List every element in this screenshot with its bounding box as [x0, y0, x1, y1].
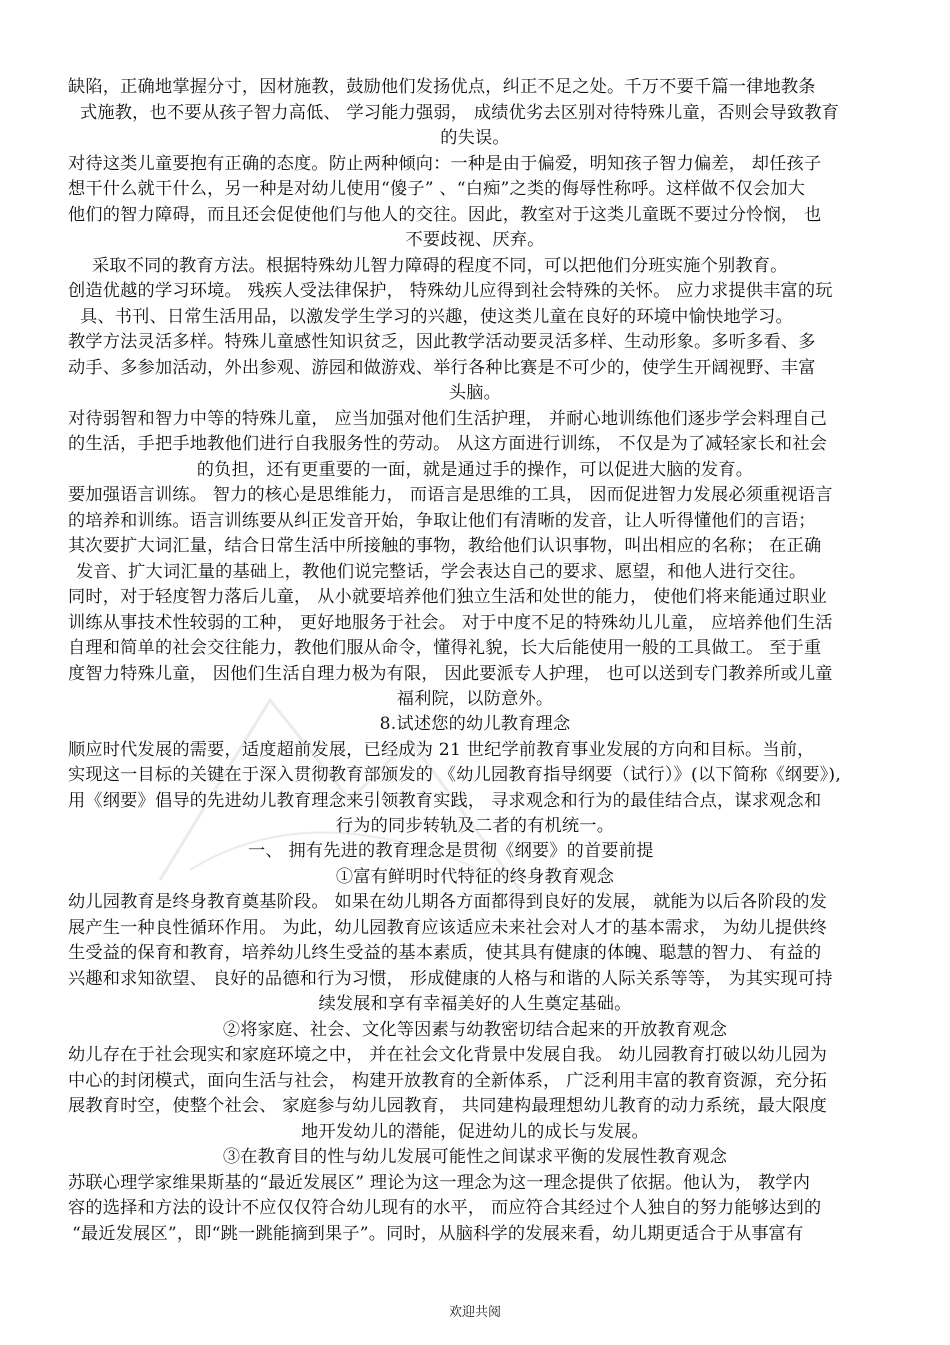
text-line: 缺陷，正确地掌握分寸，因材施教，鼓励他们发扬优点，纠正不足之处。千万不要千篇一律地教条	[68, 77, 816, 97]
text-line: ③在教育目的性与幼儿发展可能性之间谋求平衡的发展性教育观念	[222, 1147, 728, 1167]
text-line: 实现这一目标的关键在于深入贯彻教育部颁发的 《幼儿园教育指导纲要（试行）》(以下简称《纲要》),	[68, 765, 841, 785]
text-line: 度智力特殊儿童， 因他们生活自理力极为有限， 因此要派专人护理， 也可以送到专门教养所或儿童	[68, 664, 833, 684]
text-line: 对待弱智和智力中等的特殊儿童， 应当加强对他们生活护理， 并耐心地训练他们逐步学会料理自己	[68, 409, 827, 429]
text-line: 他们的智力障碍，而且还会促使他们与他人的交往。因此，教室对于这类儿童既不要过分怜悯， 也	[68, 205, 822, 225]
text-line: 续发展和享有幸福美好的人生奠定基础。	[318, 994, 632, 1014]
text-line: 兴趣和求知欲望、 良好的品德和行为习惯， 形成健康的人格与和谐的人际关系等等， 为其实现可持	[68, 969, 833, 989]
text-line: 训练从事技术性较弱的工种， 更好地服务于社会。 对于中度不足的特殊幼儿儿童， 应培养他们生活	[68, 613, 833, 633]
text-line: “最近发展区”，即“跳一跳能摘到果子”。同时，从脑科学的发展来看，幼儿期更适合于从事富有	[72, 1224, 804, 1244]
text-line: 的生活，手把手地教他们进行自我服务性的劳动。 从这方面进行训练， 不仅是为了减轻家长和社会	[68, 434, 827, 454]
text-line: 幼儿园教育是终身教育奠基阶段。 如果在幼儿期各方面都得到良好的发展， 就能为以后各阶段的发	[68, 892, 827, 912]
text-line: 头脑。	[448, 383, 502, 403]
text-line: 要加强语言训练。 智力的核心是思维能力， 而语言是思维的工具， 因而促进智力发展必须重视语言	[68, 485, 833, 505]
text-line: ②将家庭、社会、文化等因素与幼教密切结合起来的开放教育观念	[222, 1020, 728, 1040]
text-line: 8.试述您的幼儿教育理念	[379, 714, 571, 734]
text-line: 不要歧视、厌弃。	[405, 230, 545, 250]
text-line: 的培养和训练。语言训练要从纠正发音开始，争取让他们有清晰的发音，让人听得懂他们的言语；	[68, 511, 816, 531]
page-footer: 欢迎共阅	[448, 1305, 501, 1320]
text-line: 自理和简单的社会交往能力，教他们服从命令，懂得礼貌，长大后能使用一般的工具做工。 至于重	[68, 638, 822, 658]
text-line: 发音、扩大词汇量的基础上，教他们说完整话，学会表达自己的要求、愿望，和他人进行交往。	[76, 562, 807, 582]
text-line: 地开发幼儿的潜能，促进幼儿的成长与发展。	[301, 1122, 649, 1142]
text-line: 对待这类儿童要抱有正确的态度。防止两种倾向：一种是由于偏爱，明知孩子智力偏差， 却任孩子	[68, 154, 822, 174]
text-line: 采取不同的教育方法。根据特殊幼儿智力障碍的程度不同，可以把他们分班实施个别教育。	[92, 256, 788, 276]
text-line: 生受益的保育和教育，培养幼儿终生受益的基本素质，使其具有健康的体魄、聪慧的智力、 有益的	[68, 943, 822, 963]
text-line: 教学方法灵活多样。特殊儿童感性知识贫乏，因此教学活动要灵活多样、生动形象。多听多看、多	[68, 332, 816, 352]
text-line: 动手、多参加活动，外出参观、游园和做游戏、举行各种比赛是不可少的，使学生开阔视野、丰富	[68, 358, 816, 378]
text-line: 顺应时代发展的需要，适度超前发展，已经成为 21 世纪学前教育事业发展的方向和目标。当前，	[68, 740, 815, 760]
text-line: 容的选择和方法的设计不应仅仅符合幼儿现有的水平， 而应符合其经过个人独自的努力能够达到的	[68, 1198, 822, 1218]
text-line: 式施教，也不要从孩子智力高低、 学习能力强弱， 成绩优劣去区别对待特殊儿童，否则会导致教育	[80, 103, 839, 123]
text-line: 创造优越的学习环境。 残疾人受法律保护， 特殊幼儿应得到社会特殊的关怀。 应力求提供丰富的玩	[68, 281, 833, 301]
text-line: 展教育时空，使整个社会、 家庭参与幼儿园教育， 共同建构最理想幼儿教育的动力系统，最大限度	[68, 1096, 827, 1116]
text-line: ①富有鲜明时代特征的终身教育观念	[335, 867, 615, 887]
text-line: 同时，对于轻度智力落后儿童， 从小就要培养他们独立生活和处世的能力， 使他们将来能通过职业	[68, 587, 827, 607]
text-line: 用《纲要》倡导的先进幼儿教育理念来引领教育实践， 寻求观念和行为的最佳结合点，谋求观念和	[68, 791, 822, 811]
text-line: 的失误。	[440, 128, 510, 148]
text-line: 中心的封闭模式，面向生活与社会， 构建开放教育的全新体系， 广泛利用丰富的教育资源，充分拓	[68, 1071, 827, 1091]
text-line: 的负担，还有更重要的一面，就是通过手的操作，可以促进大脑的发育。	[196, 460, 754, 480]
text-line: 一、 拥有先进的教育理念是贯彻《纲要》的首要前提	[248, 841, 654, 861]
text-line: 想干什么就干什么，另一种是对幼儿使用“傻子” 、“白痴”之类的侮辱性称呼。这样做不仅会加大	[68, 179, 806, 199]
text-line: 展产生一种良性循环作用。 为此，幼儿园教育应该适应未来社会对人才的基本需求， 为幼儿提供终	[68, 918, 827, 938]
text-line: 苏联心理学家维果斯基的“最近发展区” 理论为这一理念为这一理念提供了依据。他认为， 教学内	[68, 1173, 811, 1193]
text-line: 福利院，以防意外。	[396, 689, 554, 709]
text-line: 行为的同步转轨及二者的有机统一。	[335, 816, 615, 836]
text-line: 具、书刊、日常生活用品，以激发学生学习的兴趣，使这类儿童在良好的环境中愉快地学习。	[80, 307, 793, 327]
text-line: 其次要扩大词汇量，结合日常生活中所接触的事物，教给他们认识事物，叫出相应的名称； 在正确	[68, 536, 822, 556]
text-line: 幼儿存在于社会现实和家庭环境之中， 并在社会文化背景中发展自我。 幼儿园教育打破以幼儿园为	[68, 1045, 827, 1065]
